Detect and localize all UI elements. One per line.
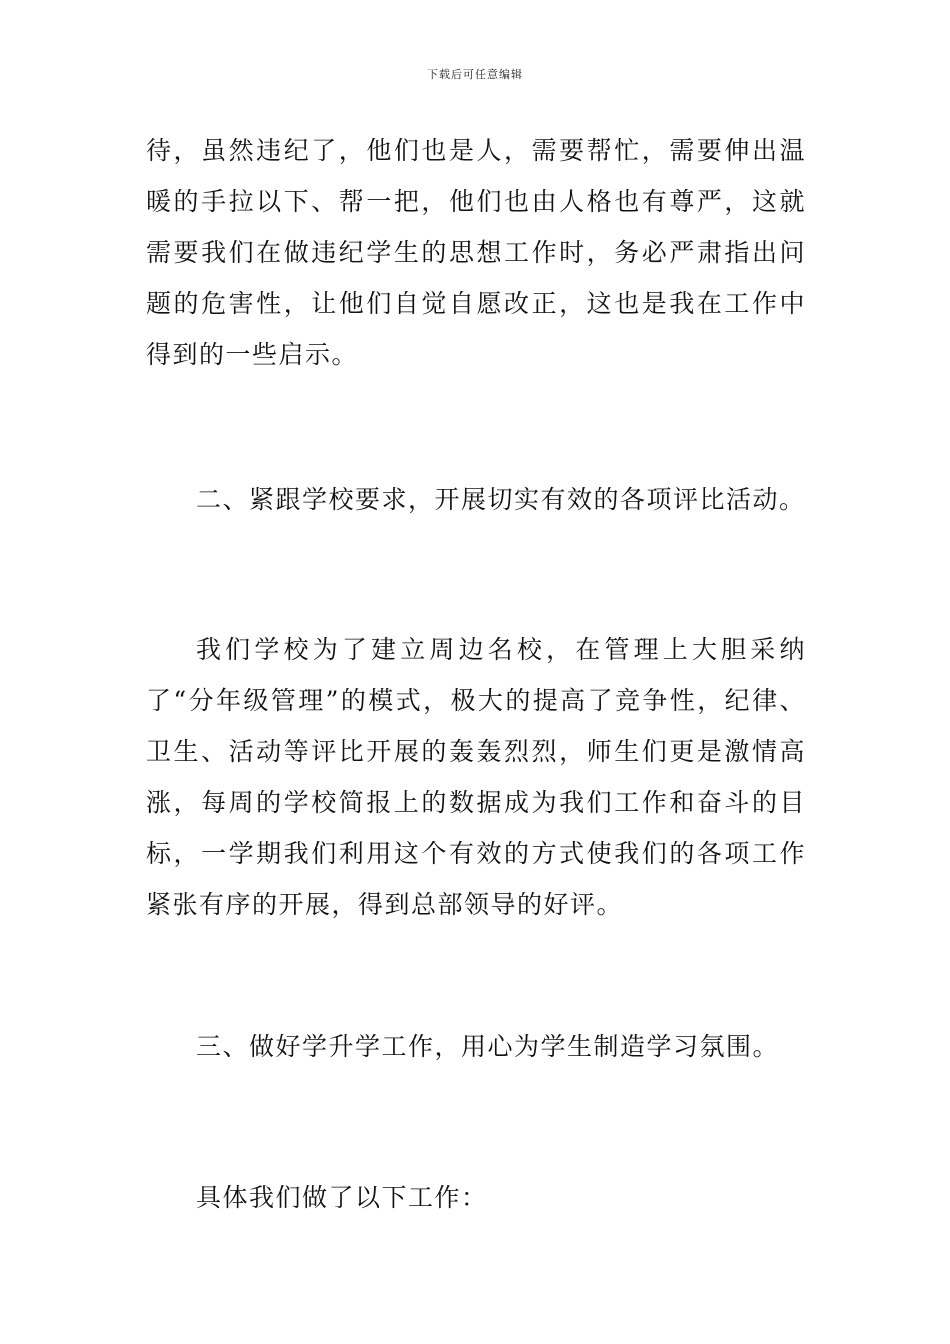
section-heading-2: 二、紧跟学校要求，开展切实有效的各项评比活动。 (196, 485, 806, 514)
paragraph-work-intro: 具体我们做了以下工作： (196, 1183, 488, 1212)
page-header: 下载后可任意编辑 (427, 68, 523, 81)
section-heading-3: 三、做好学升学工作，用心为学生制造学习氛围。 (196, 1032, 780, 1061)
paragraph-continuation: 待，虽然违纪了，他们也是人，需要帮忙，需要伸出温暖的手拉以下、帮一把，他们也由人格也有尊严，这就需要我们在做违纪学生的思想工作时，务必严肃指出问题的危害性，让他们自觉自愿改正，这也是我在工作中得到的一些启示。 (146, 136, 806, 369)
paragraph-evaluation-activities: 我们学校为了建立周边名校，在管理上大胆采纳了“分年级管理”的模式，极大的提高了竞争性，纪律、卫生、活动等评比开展的轰轰烈烈，师生们更是激情高涨，每周的学校简报上的数据成为我们工作和奋斗的目标，一学期我们利用这个有效的方式使我们的各项工作紧张有序的开展，得到总部领导的好评。 (146, 635, 806, 919)
